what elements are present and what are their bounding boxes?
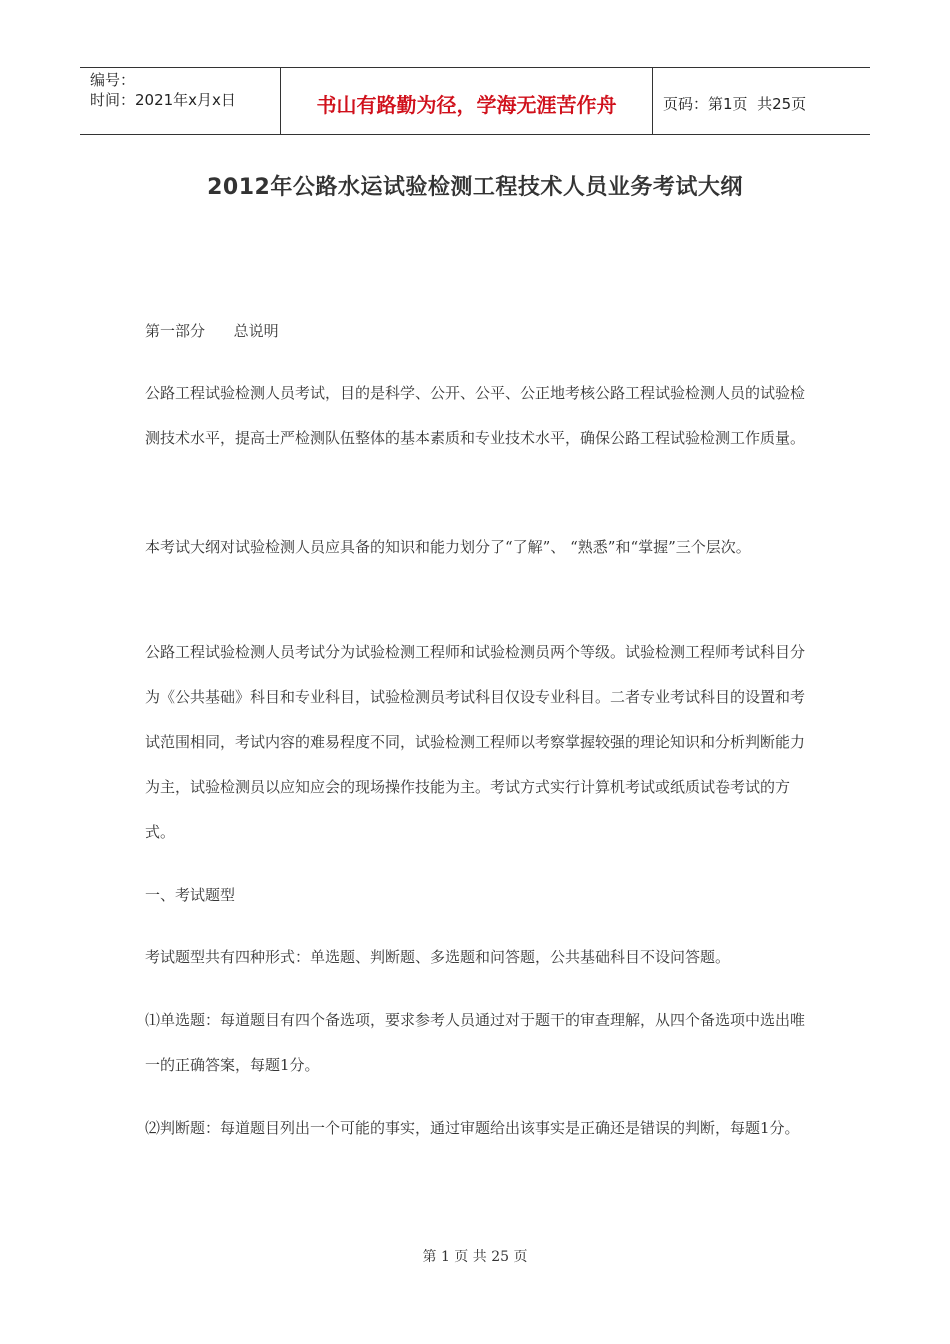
paragraph-2: [145, 525, 805, 570]
number-label: 编号：: [90, 71, 136, 89]
paragraph-1: [145, 371, 805, 461]
part-heading: 第一部分 总说明: [145, 322, 279, 340]
section-heading-1: 一、考试题型: [145, 886, 236, 904]
header-motto-cell: [281, 68, 653, 134]
paragraph-text: ⑵判断题：每道题目列出一个可能的事实，通过审题给出该事实是正确还是错误的判断，每题1分。: [145, 1119, 800, 1137]
time-label: 时间：2021年x月x日: [90, 91, 236, 109]
paragraph-text: 公路工程试验检测人员考试，目的是科学、公开、公平、公正地考核公路工程试验检测人员的试验检测技术水平，提高士严检测队伍整体的基本素质和专业技术水平，确保公路工程试验检测工作质量。: [145, 384, 806, 447]
page-footer: 第 1 页 共 25 页: [422, 1249, 528, 1265]
paragraph-4: [145, 935, 805, 980]
header-table: [80, 67, 870, 135]
header-page-cell: [653, 68, 870, 134]
paragraph-3: [145, 630, 805, 855]
paragraph-text: 公路工程试验检测人员考试分为试验检测工程师和试验检测员两个等级。试验检测工程师考试科目分为《公共基础》科目和专业科目，试验检测员考试科目仅设专业科目。二者专业考试科目的设置和考试范围相同，考试内容的难易程度不同，试验检测工程师以考察掌握较强的理论知识和分析判断能力为主，试验检测员以应知应会的现场操作技能为主。考试方式实行计算机考试或纸质试卷考试的方式。: [145, 643, 806, 841]
paragraph-text: ⑴单选题：每道题目有四个备选项，要求参考人员通过对于题干的审查理解，从四个备选项中选出唯一的正确答案，每题1分。: [145, 1011, 806, 1074]
paragraph-5: [145, 998, 805, 1088]
motto-text: 书山有路勤为径，学海无涯苦作舟: [316, 92, 617, 117]
header-meta-cell: [80, 68, 281, 134]
document-title: 2012年公路水运试验检测工程技术人员业务考试大纲: [207, 175, 743, 200]
paragraph-text: 本考试大纲对试验检测人员应具备的知识和能力划分了“了解”、 “熟悉”和“掌握”三个层次。: [145, 538, 751, 556]
page-info: 页码：第1页 共25页: [663, 94, 807, 113]
paragraph-text: 考试题型共有四种形式：单选题、判断题、多选题和问答题，公共基础科目不设问答题。: [145, 948, 731, 966]
paragraph-6: [145, 1106, 805, 1151]
